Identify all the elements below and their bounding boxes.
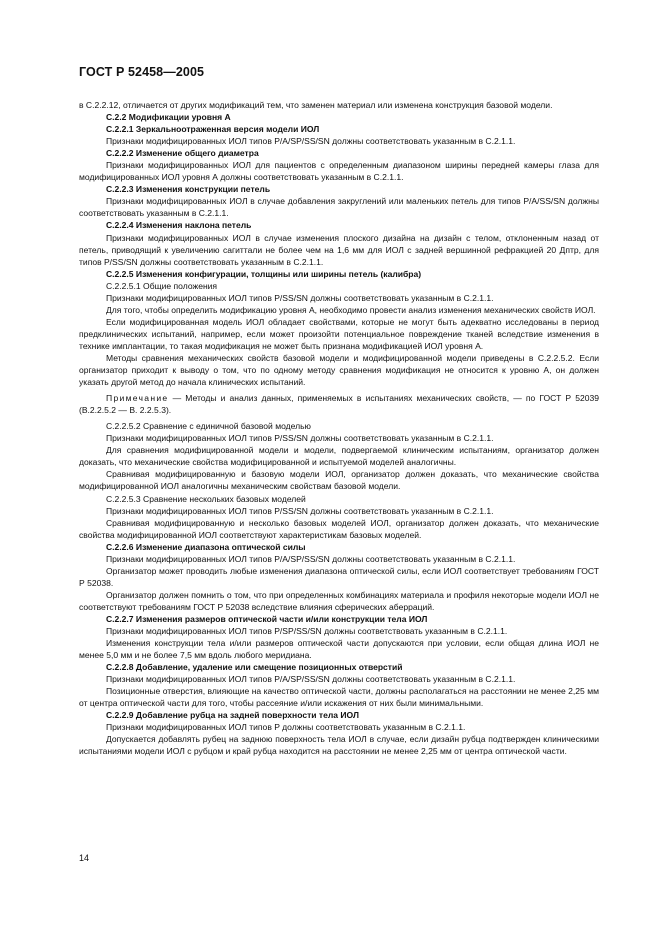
document-header: ГОСТ Р 52458—2005 [79,65,205,79]
paragraph: Признаки модифицированных ИОЛ типов P/SS/SN должны соответствовать указанным в С.2.1.1. [106,292,494,303]
paragraph: Признаки модифицированных ИОЛ типов P/SP/SS/SN должны соответствовать указанным в С.2.1.1. [106,626,508,637]
paragraph: Методы сравнения механических свойств базовой модели и модифицированной модели приведены в С.2.2.5.2. Если организатор приходит к выводу о том, что по одному методу сравнения модификация не относится к уровню А, он должен указать другой метод до начала клинических испытаний. [79,352,599,388]
section-heading: С.2.2.7 Изменения размеров оптической части и/или конструкции тела ИОЛ [106,613,428,624]
paragraph: Если модифицированная модель ИОЛ обладает свойствами, которые не могут быть адекватно исследованы в период предклинических испытаний, например, если может произойти потенциальное повреждение тканей вследствие изменения в технике имплантации, то такая модификация не может быть признана модификацией ИОЛ уровня А. [79,316,599,351]
paragraph: Организатор может проводить любые изменения диапазона оптической силы, если ИОЛ соответствует требованиям ГОСТ Р 52038. [79,565,599,588]
paragraph: Признаки модифицированных ИОЛ типов P/SS/SN должны соответствовать указанным в С.2.1.1. [106,505,494,516]
paragraph: Признаки модифицированных ИОЛ типов P/A/SP/SS/SN должны соответствовать указанным в С.2.1.1. [106,674,516,685]
paragraph: Допускается добавлять рубец на заднюю поверхность тела ИОЛ в случае, если дизайн рубца подтвержден клиническими испытаниями модели ИОЛ с рубцом и край рубца находится на расстоянии не менее 2,25 мм от центра оптической части. [79,734,599,757]
document-body [79,99,599,758]
note-text: — Методы и анализ данных, применяемых в испытаниях механических свойств, — по ГОСТ Р 52039 (В.2.2.5.2 — В. 2.2.5.3). [79,393,599,416]
paragraph: Позиционные отверстия, влияющие на качество оптической части, должны располагаться на расстоянии не менее 2,25 мм от центра оптической части для того, чтобы рассеяние и/или искажения от них были минимальными. [79,686,599,709]
paragraph: Признаки модифицированных ИОЛ в случае изменения плоского дизайна на дизайн с телом, отклоненным назад от петель, приводящий к увеличению сагиттали не более чем на 1,6 мм для ИОЛ с задней вершинной рефракцией 20 Дптр, для типов P/SS/SN должны соответствовать указанным в С.2.1.1. [79,232,599,267]
paragraph: Признаки модифицированных ИОЛ типов P должны соответствовать указанным в С.2.1.1. [106,722,466,733]
section-heading: С.2.2.4 Изменения наклона петель [106,220,252,231]
paragraph: Для того, чтобы определить модификацию уровня А, необходимо провести анализ изменения механических свойств ИОЛ. [106,304,596,315]
paragraph: Признаки модифицированных ИОЛ типов P/SS/SN должны соответствовать указанным в С.2.1.1. [106,433,494,444]
subsection-heading: С.2.2.5.2 Сравнение с единичной базовой моделью [106,421,311,432]
page-number: 14 [79,853,90,863]
note [79,392,599,416]
paragraph: Сравнивая модифицированную и несколько базовых моделей ИОЛ, организатор должен доказать, что механические свойства модифицированной ИОЛ соответствуют характеристикам базовых моделей. [79,517,599,540]
paragraph: Организатор должен помнить о том, что при определенных комбинациях материала и профиля некоторые модели ИОЛ не соответствуют требованиям ГОСТ Р 52038 вследствие влияния сферических аберраций. [79,589,599,612]
section-heading: С.2.2.1 Зеркальноотраженная версия модели ИОЛ [106,124,320,135]
paragraph: Для сравнения модифицированной модели и модели, подвергаемой клиническим испытаниям, организатор должен доказать, что механические свойства модифицированной и испытуемой моделей аналогичны. [79,445,599,468]
subsection-heading: С.2.2.5.3 Сравнение нескольких базовых моделей [106,493,306,504]
paragraph: Признаки модифицированных ИОЛ типов P/A/SP/SS/SN должны соответствовать указанным в С.2.1.1. [106,136,516,147]
section-heading: С.2.2.5 Изменения конфигурации, толщины или ширины петель (калибра) [106,268,422,279]
paragraph: Признаки модифицированных ИОЛ типов P/A/SP/SS/SN должны соответствовать указанным в С.2.1.1. [106,553,516,564]
section-heading: С.2.2.6 Изменение диапазона оптической силы [106,541,306,552]
section-heading: С.2.2.9 Добавление рубца на задней поверхности тела ИОЛ [106,710,359,721]
section-heading: С.2.2.8 Добавление, удаление или смещение позиционных отверстий [106,662,403,673]
section-heading: С.2.2.3 Изменения конструкции петель [106,184,271,195]
section-heading: С.2.2.2 Изменение общего диаметра [106,148,259,159]
section-heading: С.2.2 Модификации уровня А [106,112,231,123]
paragraph: Признаки модифицированных ИОЛ в случае добавления закруглений или маленьких петель для типов P/A/SS/SN должны соответствовать указанным в С.2.1.1. [79,196,599,219]
paragraph: в С.2.2.12, отличается от других модификаций тем, что заменен материал или изменена конструкция базовой модели. [79,100,553,110]
paragraph: Сравнивая модифицированную и базовую модели ИОЛ, организатор должен доказать, что механические свойства модифицированной ИОЛ аналогичны механическим свойствам базовой модели. [79,469,599,492]
note-label: Примечание [106,393,169,404]
paragraph: Изменения конструкции тела и/или размеров оптической части допускаются при условии, если общая длина ИОЛ не менее 5,0 мм и не более 7,5 мм вдоль любого меридиана. [79,638,599,661]
subsection-heading: С.2.2.5.1 Общие положения [106,280,218,291]
paragraph: Признаки модифицированных ИОЛ для пациентов с определенным диапазоном ширины передней камеры глаза для модифицированных ИОЛ уровня А должны соответствовать указанным в С.2.1.1. [79,160,599,183]
